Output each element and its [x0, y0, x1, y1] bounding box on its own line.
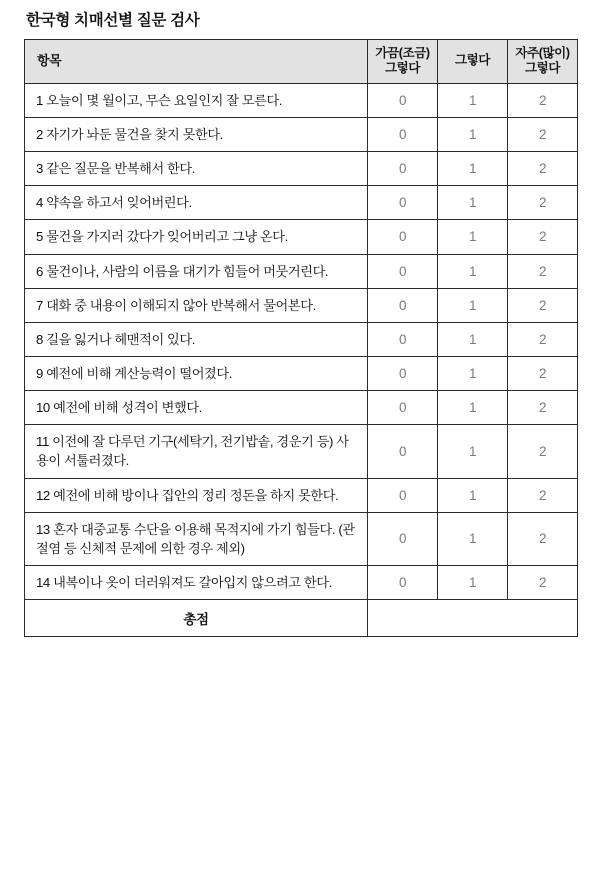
- score-option-2[interactable]: 2: [508, 356, 578, 390]
- score-option-2[interactable]: 2: [508, 220, 578, 254]
- table-row: [25, 478, 578, 512]
- table-row: [25, 356, 578, 390]
- table-row: [25, 322, 578, 356]
- question-text: 14 내복이나 옷이 더러워져도 갈아입지 않으려고 한다.: [25, 565, 368, 599]
- table-header: [25, 39, 578, 83]
- score-option-2[interactable]: 2: [508, 117, 578, 151]
- score-option-1[interactable]: 1: [438, 356, 508, 390]
- question-text: 1 오늘이 몇 월이고, 무슨 요일인지 잘 모른다.: [25, 83, 368, 117]
- score-option-1[interactable]: 1: [438, 83, 508, 117]
- table-row: [25, 117, 578, 151]
- question-text: 4 약속을 하고서 잊어버린다.: [25, 186, 368, 220]
- score-option-1[interactable]: 1: [438, 512, 508, 565]
- table-row: [25, 425, 578, 478]
- score-option-0[interactable]: 0: [368, 478, 438, 512]
- score-option-0[interactable]: 0: [368, 186, 438, 220]
- score-option-2[interactable]: 2: [508, 512, 578, 565]
- score-option-1[interactable]: 1: [438, 220, 508, 254]
- score-option-2[interactable]: 2: [508, 565, 578, 599]
- table-body: [25, 83, 578, 636]
- table-row: [25, 152, 578, 186]
- column-header-sometimes-line1: 가끔(조금): [375, 45, 430, 60]
- column-header-item: 항목: [25, 39, 368, 83]
- question-text: 12 예전에 비해 방이나 집안의 정리 정돈을 하지 못한다.: [25, 478, 368, 512]
- score-option-0[interactable]: 0: [368, 254, 438, 288]
- score-option-0[interactable]: 0: [368, 512, 438, 565]
- question-text: 8 길을 잃거나 헤맨적이 있다.: [25, 322, 368, 356]
- score-option-2[interactable]: 2: [508, 425, 578, 478]
- column-header-often-line1: 자주(많이): [515, 45, 570, 60]
- table-header-row: [25, 39, 578, 83]
- score-option-2[interactable]: 2: [508, 322, 578, 356]
- score-option-0[interactable]: 0: [368, 322, 438, 356]
- table-row: [25, 391, 578, 425]
- total-label: 총점: [25, 600, 368, 637]
- table-row: [25, 186, 578, 220]
- score-option-2[interactable]: 2: [508, 186, 578, 220]
- score-option-1[interactable]: 1: [438, 478, 508, 512]
- table-row: [25, 220, 578, 254]
- score-option-2[interactable]: 2: [508, 288, 578, 322]
- table-row: [25, 565, 578, 599]
- score-option-0[interactable]: 0: [368, 117, 438, 151]
- score-option-0[interactable]: 0: [368, 288, 438, 322]
- page-title: 한국형 치매선별 질문 검사: [26, 12, 200, 29]
- column-header-sometimes: [368, 39, 438, 83]
- dementia-screening-table: [24, 39, 578, 638]
- question-text: 3 같은 질문을 반복해서 한다.: [25, 152, 368, 186]
- score-option-0[interactable]: 0: [368, 152, 438, 186]
- question-text: 11 이전에 잘 다루던 기구(세탁기, 전기밥솥, 경운기 등) 사용이 서툴러졌다.: [25, 425, 368, 478]
- score-option-2[interactable]: 2: [508, 152, 578, 186]
- score-option-1[interactable]: 1: [438, 186, 508, 220]
- score-option-2[interactable]: 2: [508, 478, 578, 512]
- score-option-1[interactable]: 1: [438, 425, 508, 478]
- column-header-yes: [438, 39, 508, 83]
- score-option-0[interactable]: 0: [368, 356, 438, 390]
- question-text: 6 물건이나, 사람의 이름을 대기가 힘들어 머뭇거린다.: [25, 254, 368, 288]
- question-text: 9 예전에 비해 계산능력이 떨어졌다.: [25, 356, 368, 390]
- total-row: [25, 600, 578, 637]
- column-header-often-line2: 그렇다: [524, 61, 561, 76]
- score-option-1[interactable]: 1: [438, 152, 508, 186]
- table-row: [25, 254, 578, 288]
- table-row: [25, 512, 578, 565]
- score-option-0[interactable]: 0: [368, 220, 438, 254]
- score-option-1[interactable]: 1: [438, 288, 508, 322]
- score-option-2[interactable]: 2: [508, 83, 578, 117]
- score-option-2[interactable]: 2: [508, 254, 578, 288]
- question-text: 10 예전에 비해 성격이 변했다.: [25, 391, 368, 425]
- table-row: [25, 83, 578, 117]
- question-text: 2 자기가 놔둔 물건을 찾지 못한다.: [25, 117, 368, 151]
- question-text: 7 대화 중 내용이 이해되지 않아 반복해서 물어본다.: [25, 288, 368, 322]
- score-option-1[interactable]: 1: [438, 391, 508, 425]
- score-option-0[interactable]: 0: [368, 83, 438, 117]
- score-option-1[interactable]: 1: [438, 117, 508, 151]
- score-option-0[interactable]: 0: [368, 425, 438, 478]
- score-option-0[interactable]: 0: [368, 391, 438, 425]
- question-text: 5 물건을 가지러 갔다가 잊어버리고 그냥 온다.: [25, 220, 368, 254]
- score-option-0[interactable]: 0: [368, 565, 438, 599]
- score-option-1[interactable]: 1: [438, 322, 508, 356]
- column-header-often: [508, 39, 578, 83]
- column-header-sometimes-line2: 그렇다: [384, 61, 421, 76]
- score-option-1[interactable]: 1: [438, 254, 508, 288]
- total-score-field[interactable]: [368, 600, 578, 637]
- column-header-yes-line2: 그렇다: [454, 53, 491, 68]
- table-row: [25, 288, 578, 322]
- question-text: 13 혼자 대중교통 수단을 이용해 목적지에 가기 힘들다. (관절염 등 신체적 문제에 의한 경우 제외): [25, 512, 368, 565]
- score-option-2[interactable]: 2: [508, 391, 578, 425]
- score-option-1[interactable]: 1: [438, 565, 508, 599]
